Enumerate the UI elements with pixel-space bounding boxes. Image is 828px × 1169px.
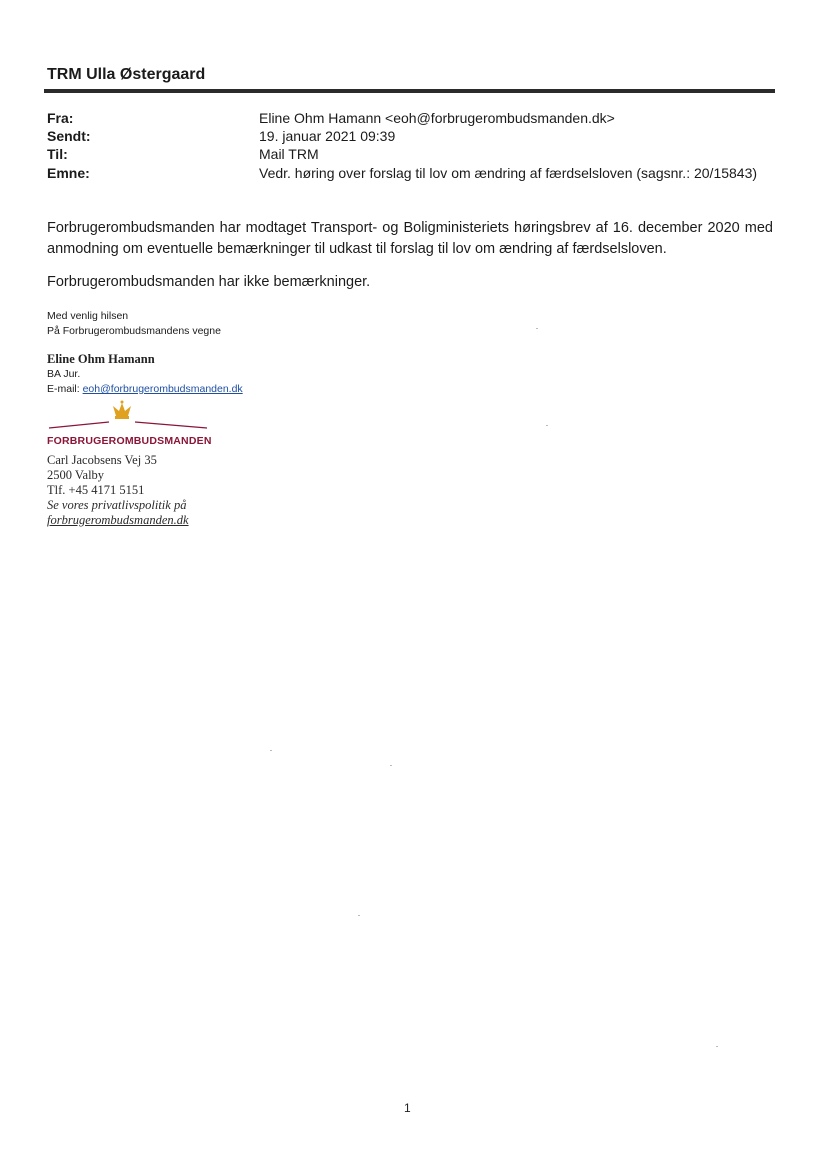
from-value: Eline Ohm Hamann <eoh@forbrugerombudsmanden.dk> <box>259 110 615 126</box>
signature-on-behalf: På Forbrugerombudsmandens vegne <box>47 325 221 337</box>
logo-right-line <box>135 422 207 428</box>
mail-owner-title: TRM Ulla Østergaard <box>47 66 206 83</box>
logo-left-line <box>49 422 109 428</box>
to-value: Mail TRM <box>259 146 319 162</box>
scan-speck <box>390 765 392 766</box>
subject-label: Emne: <box>47 165 90 181</box>
sent-value: 19. januar 2021 09:39 <box>259 128 396 144</box>
scan-speck <box>358 915 360 916</box>
scan-speck <box>536 328 538 329</box>
signature-name: Eline Ohm Hamann <box>47 352 155 366</box>
signature-greeting: Med venlig hilsen <box>47 310 129 322</box>
to-label: Til: <box>47 146 68 162</box>
logo-wordmark: FORBRUGEROMBUDSMANDEN <box>47 435 212 447</box>
scan-speck <box>546 425 548 426</box>
scan-speck <box>270 750 272 751</box>
header-divider <box>44 89 775 93</box>
sent-label: Sendt: <box>47 128 91 144</box>
address-city: 2500 Valby <box>47 468 105 482</box>
crown-icon <box>113 401 131 420</box>
body-paragraph-1: Forbrugerombudsmanden har modtaget Transport- og Boligministeriets høringsbrev af 16. december 2020 med anmodning om eventuelle bemærkninger til udkast til forslag til lov om ændring af færdselsloven. <box>47 220 773 257</box>
body-paragraph-2: Forbrugerombudsmanden har ikke bemærkninger. <box>47 274 371 290</box>
signature-email-line <box>47 383 243 395</box>
address-street: Carl Jacobsens Vej 35 <box>47 453 157 467</box>
phone-number: Tlf. +45 4171 5151 <box>47 483 145 497</box>
page-number: 1 <box>404 1101 411 1115</box>
email-link[interactable]: eoh@forbrugerombudsmanden.dk <box>82 383 243 395</box>
email-label: E-mail: <box>47 383 83 395</box>
privacy-text: Se vores privatlivspolitik på <box>47 498 187 512</box>
privacy-link[interactable]: forbrugerombudsmanden.dk <box>47 513 189 527</box>
scan-speck <box>716 1046 718 1047</box>
signature-title: BA Jur. <box>47 368 81 380</box>
subject-value: Vedr. høring over forslag til lov om ændring af færdselsloven (sagsnr.: 20/15843) <box>259 165 758 181</box>
from-label: Fra: <box>47 110 74 126</box>
